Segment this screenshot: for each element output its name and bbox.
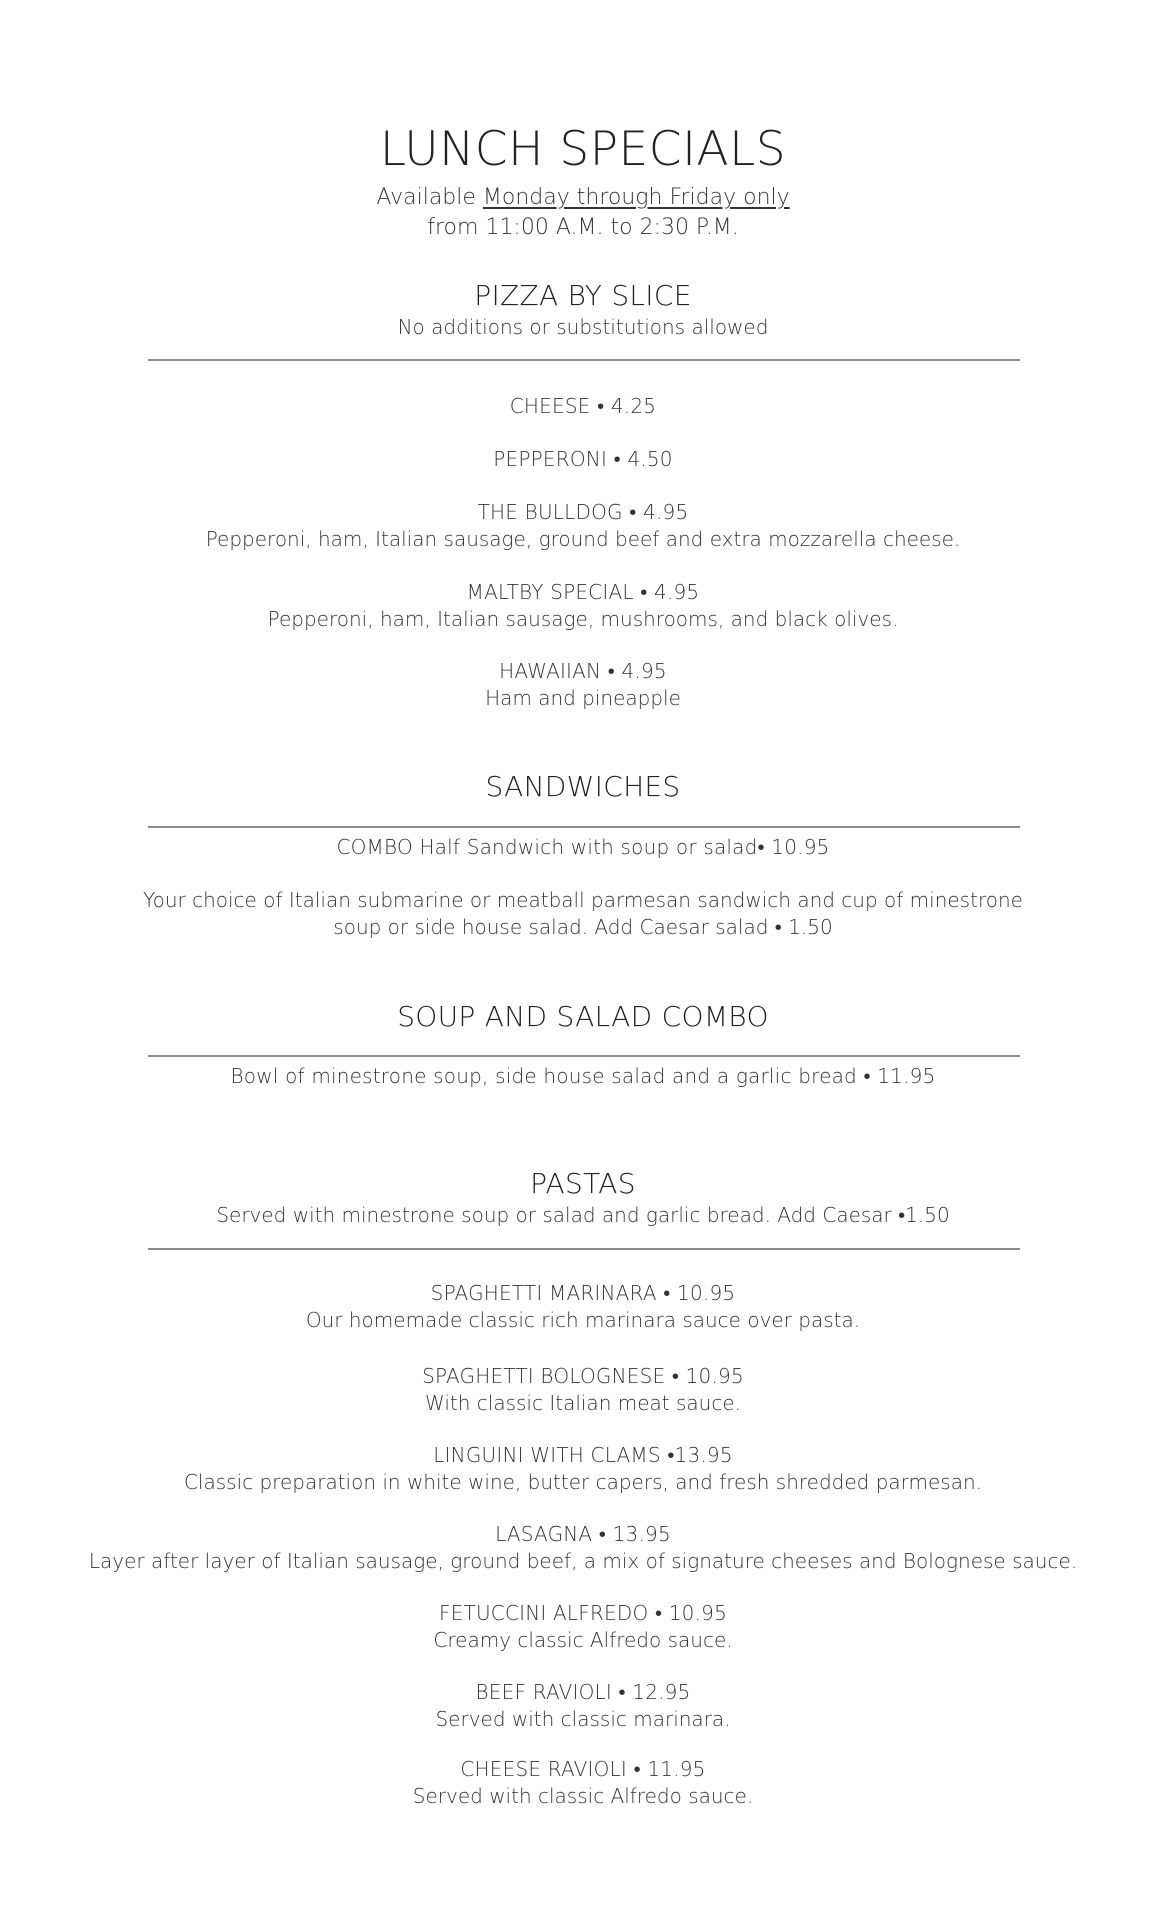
availability-hours: from 11:00 A.M. to 2:30 P.M. bbox=[427, 215, 739, 240]
menu-item-name: THE BULLDOG • 4.95 bbox=[477, 500, 689, 524]
availability-prefix: Available bbox=[376, 185, 483, 210]
menu-item-description: Creamy classic Alfredo sauce. bbox=[433, 1628, 733, 1652]
menu-item-description: Served with classic marinara. bbox=[435, 1707, 731, 1731]
availability-days-line bbox=[0, 183, 1166, 213]
menu-item-description: Our homemade classic rich marinara sauce over pasta. bbox=[305, 1308, 861, 1332]
menu-item-name: SPAGHETTI BOLOGNESE • 10.95 bbox=[422, 1364, 744, 1388]
pasta-item-cheese-ravioli bbox=[0, 1756, 1166, 1810]
sandwich-combo-description: Your choice of Italian submarine or meatball parmesan sandwich and cup of minestrone soup or side house salad. Add Caesar salad • 1.50 bbox=[143, 888, 1023, 939]
pasta-item-spaghetti-marinara bbox=[0, 1280, 1166, 1334]
menu-item-name: PEPPERONI • 4.50 bbox=[493, 447, 673, 471]
pizza-section-heading: PIZZA BY SLICE bbox=[474, 279, 692, 312]
page-title: LUNCH SPECIALS bbox=[379, 122, 787, 177]
menu-item-description: Pepperoni, ham, Italian sausage, mushrooms, and black olives. bbox=[267, 607, 899, 631]
menu-item-name: HAWAIIAN • 4.95 bbox=[499, 659, 667, 683]
pastas-divider bbox=[148, 1248, 1020, 1250]
pasta-item-linguini-clams bbox=[0, 1442, 1166, 1496]
pasta-item-beef-ravioli bbox=[0, 1679, 1166, 1733]
menu-item-name: LINGUINI WITH CLAMS •13.95 bbox=[433, 1443, 733, 1467]
menu-item-description: Pepperoni, ham, Italian sausage, ground beef and extra mozzarella cheese. bbox=[205, 527, 961, 551]
soup-salad-section-heading: SOUP AND SALAD COMBO bbox=[397, 1000, 769, 1033]
menu-item-name: CHEESE • 4.25 bbox=[509, 394, 657, 418]
pizza-section-subtitle: No additions or substitutions allowed bbox=[397, 315, 769, 339]
pasta-item-spaghetti-bolognese bbox=[0, 1363, 1166, 1417]
pizza-item-cheese bbox=[0, 393, 1166, 420]
pizza-item-bulldog bbox=[0, 499, 1166, 553]
menu-item-description: With classic Italian meat sauce. bbox=[425, 1391, 741, 1415]
menu-item-name: MALTBY SPECIAL • 4.95 bbox=[466, 580, 700, 604]
menu-item-name: COMBO Half Sandwich with soup or salad• 10.95 bbox=[336, 835, 830, 859]
availability-days: Monday through Friday only bbox=[482, 185, 790, 210]
pizza-divider bbox=[148, 359, 1020, 361]
pasta-item-lasagna bbox=[0, 1521, 1166, 1575]
sandwiches-section-heading: SANDWICHES bbox=[485, 770, 681, 803]
pastas-section-subtitle: Served with minestrone soup or salad and garlic bread. Add Caesar •1.50 bbox=[216, 1203, 950, 1227]
pizza-item-pepperoni bbox=[0, 446, 1166, 473]
sandwich-combo bbox=[0, 834, 1166, 861]
pastas-section-heading: PASTAS bbox=[530, 1167, 636, 1200]
pasta-item-fetuccini-alfredo bbox=[0, 1600, 1166, 1654]
sandwiches-divider bbox=[148, 826, 1020, 828]
availability-info bbox=[0, 183, 1166, 243]
menu-item-description: Classic preparation in white wine, butter capers, and fresh shredded parmesan. bbox=[183, 1470, 983, 1494]
pizza-item-maltby-special bbox=[0, 579, 1166, 633]
menu-item-description: Layer after layer of Italian sausage, ground beef, a mix of signature cheeses and Bolognese sauce. bbox=[88, 1549, 1078, 1573]
soup-salad-divider bbox=[148, 1055, 1020, 1057]
menu-item-name: SPAGHETTI MARINARA • 10.95 bbox=[430, 1281, 736, 1305]
menu-item-name: BEEF RAVIOLI • 12.95 bbox=[475, 1680, 691, 1704]
pizza-item-hawaiian bbox=[0, 658, 1166, 712]
soup-salad-combo bbox=[0, 1063, 1166, 1090]
menu-item-description: Ham and pineapple bbox=[485, 686, 681, 710]
menu-item-description: Served with classic Alfredo sauce. bbox=[412, 1784, 754, 1808]
menu-item-name: FETUCCINI ALFREDO • 10.95 bbox=[438, 1601, 728, 1625]
menu-item-name: CHEESE RAVIOLI • 11.95 bbox=[460, 1757, 706, 1781]
menu-item-name: LASAGNA • 13.95 bbox=[495, 1522, 671, 1546]
menu-item-name: Bowl of minestrone soup, side house salad and a garlic bread • 11.95 bbox=[230, 1064, 936, 1088]
